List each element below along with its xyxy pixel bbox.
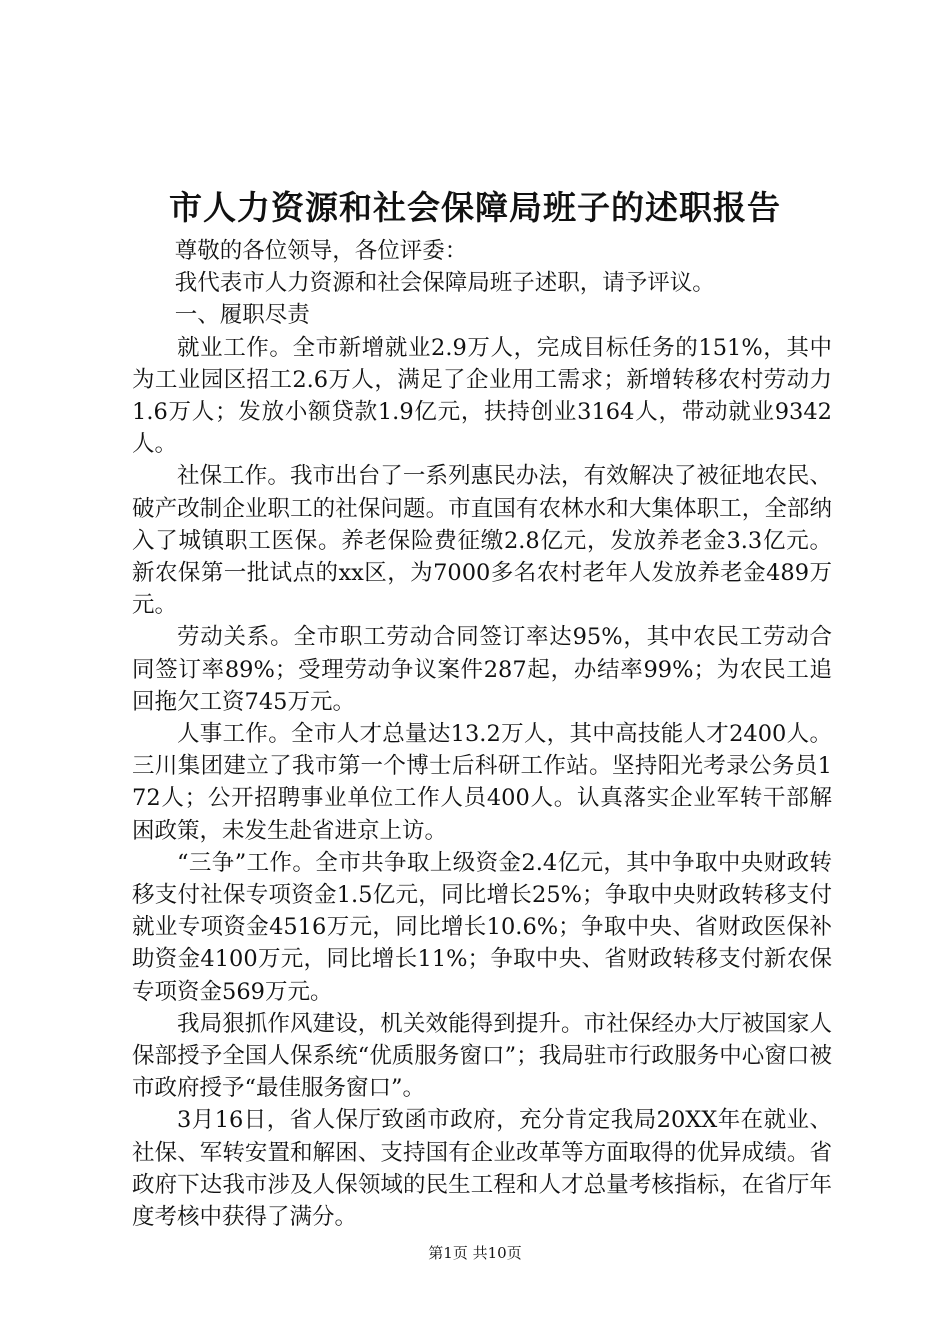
paragraph-work-style: 我局狠抓作风建设，机关效能得到提升。市社保经办大厅被国家人保部授予全国人保系统“优质服务窗口”；我局驻市行政服务中心窗口被市政府授予“最佳服务窗口”。: [132, 1010, 832, 1102]
paragraph-social-security: 社保工作。我市出台了一系列惠民办法，有效解决了被征地农民、破产改制企业职工的社保问题。市直国有农林水和大集体职工，全部纳入了城镇职工医保。养老保险费征缴2.8亿元，发放养老金3.3亿元。新农保第一批试点的xx区，为7000多名农村老年人发放养老金489万元。: [132, 463, 832, 619]
paragraph-employment: 就业工作。全市新增就业2.9万人，完成目标任务的151%，其中为工业园区招工2.6万人，满足了企业用工需求；新增转移农村劳动力1.6万人；发放小额贷款1.9亿元，扶持创业3164人，带动就业9342人。: [132, 334, 832, 458]
document-body: [132, 235, 832, 1233]
page-number-footer: 第1页 共10页: [428, 1244, 522, 1262]
paragraph-personnel: 人事工作。全市人才总量达13.2万人，其中高技能人才2400人。三川集团建立了我市第一个博士后科研工作站。坚持阳光考录公务员172人；公开招聘事业单位工作人员400人。认真落实企业军转干部解困政策，未发生赴省进京上访。: [132, 721, 832, 844]
salutation: 尊敬的各位领导，各位评委：: [174, 238, 468, 264]
paragraph-three-strives: “三争”工作。全市共争取上级资金2.4亿元，其中争取中央财政转移支付社保专项资金1.5亿元，同比增长25%；争取中央财政转移支付就业专项资金4516万元，同比增长10.6%；争取中央、省财政医保补助资金4100万元，同比增长11%；争取中央、省财政转移支付新农保专项资金569万元。: [132, 849, 832, 1005]
paragraph-recognition: 3月16日，省人保厅致函市政府，充分肯定我局20XX年在就业、社保、军转安置和解困、支持国有企业改革等方面取得的优异成绩。省政府下达我市涉及人保领域的民生工程和人才总量考核指标，在省厅年度考核中获得了满分。: [132, 1107, 832, 1231]
intro-paragraph: 我代表市人力资源和社会保障局班子述职，请予评议。: [174, 270, 715, 297]
document-title: 市人力资源和社会保障局班子的述职报告: [169, 188, 781, 227]
paragraph-labor-relations: 劳动关系。全市职工劳动合同签订率达95%，其中农民工劳动合同签订率89%；受理劳动争议案件287起，办结率99%；为农民工追回拖欠工资745万元。: [132, 624, 832, 715]
section-heading: 一、履职尽责: [174, 302, 310, 329]
